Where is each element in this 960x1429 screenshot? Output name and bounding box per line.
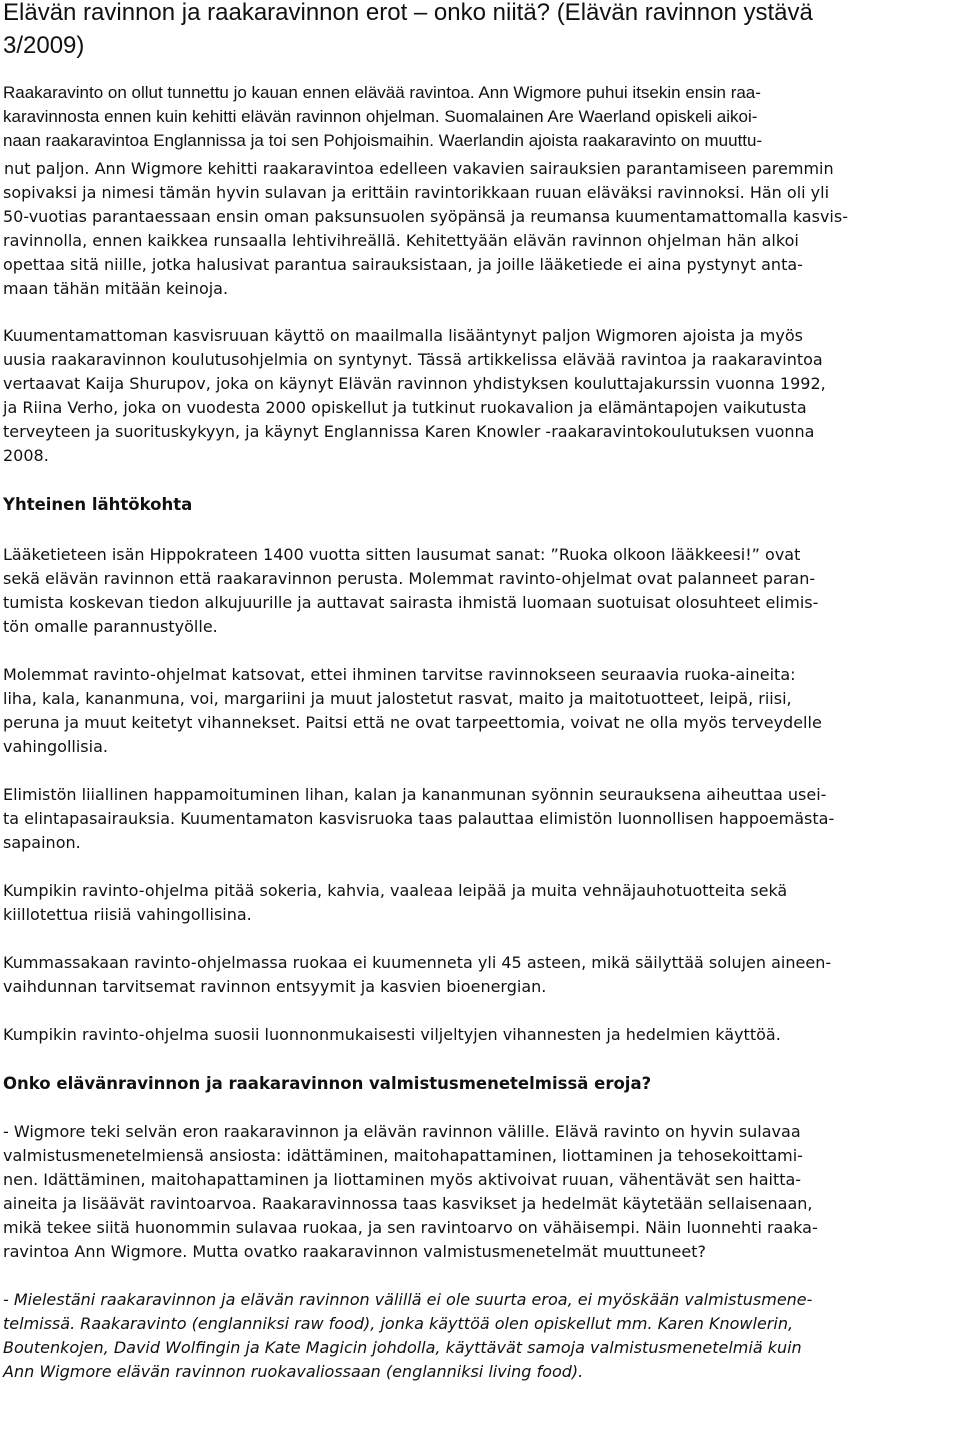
text-line: sopivaksi ja nimesi tämän hyvin sulavan ja erittäin ravintorikkaan ruuan eläväksi ravinnoksi. Hän oli yli: [3, 183, 830, 202]
text-line: kiillotettua riisiä vahingollisina.: [3, 905, 252, 924]
text-line: valmistusmenetelmiensä ansiosta: idättäminen, maitohapattaminen, liottaminen ja tehosekoittami-: [3, 1146, 803, 1165]
text-line: naan raakaravintoa Englannissa ja toi sen Pohjoismaihin. Waerlandin ajoista raakaravinto on muuttu-: [3, 131, 763, 150]
text-line: tön omalle parannustyölle.: [3, 617, 218, 636]
text-line: aineita ja lisäävät ravintoarvoa. Raakaravinnossa taas kasvikset ja hedelmät käytetään sellaisenaan,: [3, 1194, 813, 1213]
text-line: ravintoa Ann Wigmore. Mutta ovatko raakaravinnon valmistusmenetelmät muuttuneet?: [3, 1242, 706, 1261]
text-line: peruna ja muut keitetyt vihannekset. Paitsi että ne ovat tarpeettomia, voivat ne olla myös terveydelle: [3, 713, 822, 732]
text-line: liha, kala, kananmuna, voi, margariini ja muut jalostetut rasvat, maito ja maitotuotteet, leipä, riisi,: [3, 689, 792, 708]
text-line: ta elintapasairauksia. Kuumentamaton kasvisruoka taas palauttaa elimistön luonnollisen happoemästa-: [3, 809, 835, 828]
text-line: Kummassakaan ravinto-ohjelmassa ruokaa ei kuumenneta yli 45 asteen, mikä säilyttää solujen aineen-: [3, 953, 832, 972]
text-line: Kuumentamattoman kasvisruuan käyttö on maailmalla lisääntynyt paljon Wigmoren ajoista ja myös: [3, 326, 803, 345]
text-line: terveyteen ja suorituskykyyn, ja käynyt Englannissa Karen Knowler -raakaravintokoulutuksen vuonna: [3, 422, 815, 441]
text-line: ja Riina Verho, joka on vuodesta 2000 opiskellut ja tutkinut ruokavalion ja elämäntapojen vaikutusta: [3, 398, 807, 417]
text-line: tumista koskevan tiedon alkujuurille ja auttavat sairasta ihmistä luomaan suotuisat olosuhteet elimis-: [3, 593, 819, 612]
text-line: - Mielestäni raakaravinnon ja elävän ravinnon välillä ei ole suurta eroa, ei myöskään valmistusmene-: [3, 1290, 813, 1309]
text-line: karavinnosta ennen kuin kehitti elävän ravinnon ohjelman. Suomalainen Are Waerland opiskeli aikoi-: [3, 107, 758, 126]
text-line: Raakaravinto on ollut tunnettu jo kauan ennen elävää ravintoa. Ann Wigmore puhui itsekin ensin raa-: [3, 83, 761, 102]
text-line: 50-vuotias parantaessaan ensin oman paksunsuolen syöpänsä ja reumansa kuumentamattomalla kasvis-: [3, 207, 848, 226]
section-heading: Onko elävänravinnon ja raakaravinnon valmistusmenetelmissä eroja?: [3, 1074, 652, 1093]
text-line: Molemmat ravinto-ohjelmat katsovat, ettei ihminen tarvitse ravinnokseen seuraavia ruoka-aineita:: [3, 665, 796, 684]
text-line: opettaa sitä niille, jotka halusivat parantua sairauksistaan, ja joille lääketiede ei aina pystynyt anta-: [3, 255, 803, 274]
text-line: - Wigmore teki selvän eron raakaravinnon ja elävän ravinnon välille. Elävä ravinto on hyvin sulavaa: [3, 1122, 801, 1141]
text-line: Boutenkojen, David Wolfingin ja Kate Magicin johdolla, käyttävät samoja valmistusmenetelmiä kuin: [3, 1338, 802, 1357]
text-line: mikä tekee siitä huonommin sulavaa ruokaa, ja sen ravintoarvo on vähäisempi. Näin luonnehti raaka-: [3, 1218, 818, 1237]
text-line: Ann Wigmore elävän ravinnon ruokavaliossaan (englanniksi living food).: [3, 1362, 584, 1381]
text-line: vahingollisia.: [3, 737, 108, 756]
text-line: Lääketieteen isän Hippokrateen 1400 vuotta sitten lausumat sanat: ”Ruoka olkoon lääkkeesi!” ovat: [3, 545, 801, 564]
text-line: ravinnolla, ennen kaikkea runsaalla lehtivihreällä. Kehitettyään elävän ravinnon ohjelman hän alkoi: [3, 231, 799, 250]
document-title-line-1: Elävän ravinnon ja raakaravinnon erot – onko niitä? (Elävän ravinnon ystävä: [3, 0, 813, 26]
text-line: nen. Idättäminen, maitohapattaminen ja liottaminen myös aktivoivat ruuan, vähentävät sen haitta-: [3, 1170, 802, 1189]
document-title-line-2: 3/2009): [3, 32, 85, 59]
text-line: vaihdunnan tarvitsemat ravinnon entsyymit ja kasvien bioenergian.: [3, 977, 547, 996]
text-line: 2008.: [3, 446, 49, 465]
text-line: telmissä. Raakaravinto (englanniksi raw food), jonka käyttöä olen opiskellut mm. Karen Knowlerin,: [3, 1314, 794, 1333]
section-heading: Yhteinen lähtökohta: [3, 495, 193, 514]
text-line: Kumpikin ravinto-ohjelma pitää sokeria, kahvia, vaaleaa leipää ja muita vehnäjauhotuotteita sekä: [3, 881, 788, 900]
text-line: sekä elävän ravinnon että raakaravinnon perusta. Molemmat ravinto-ohjelmat ovat palanneet paran-: [3, 569, 816, 588]
text-line: maan tähän mitään keinoja.: [3, 279, 229, 298]
text-line: sapainon.: [3, 833, 81, 852]
text-line: vertaavat Kaija Shurupov, joka on käynyt Elävän ravinnon yhdistyksen kouluttajakurssin vuonna 1992,: [3, 374, 826, 393]
text-line: Elimistön liiallinen happamoituminen lihan, kalan ja kananmunan syönnin seurauksena aiheuttaa usei-: [3, 785, 827, 804]
text-line: nut paljon. Ann Wigmore kehitti raakaravintoa edelleen vakavien sairauksien parantamiseen paremmin: [4, 159, 834, 178]
text-line: Kumpikin ravinto-ohjelma suosii luonnonmukaisesti viljeltyjen vihannesten ja hedelmien käyttöä.: [3, 1025, 781, 1044]
text-line: uusia raakaravinnon koulutusohjelmia on syntynyt. Tässä artikkelissa elävää ravintoa ja raakaravintoa: [3, 350, 823, 369]
